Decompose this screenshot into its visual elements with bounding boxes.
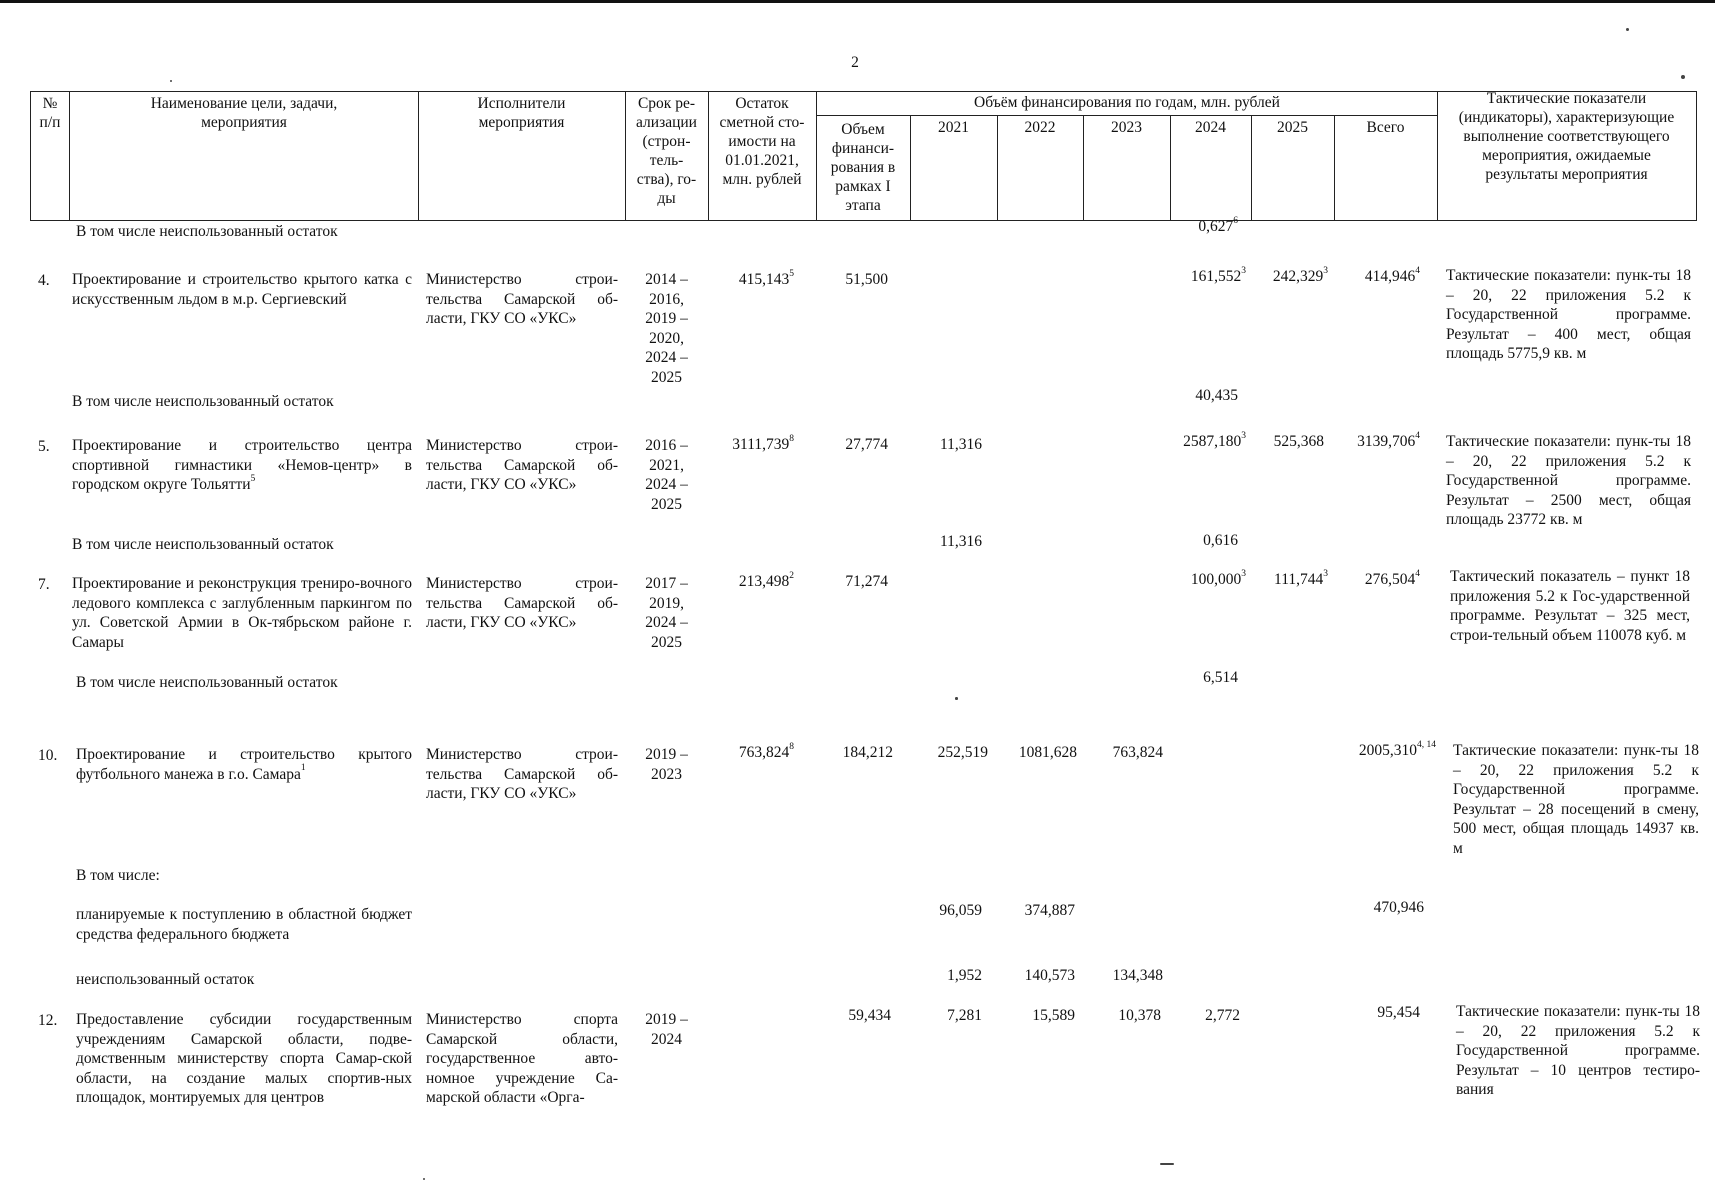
row-stage1: 27,774 [845,436,888,453]
row-2021: 252,519 [937,744,988,761]
row-unused-2024: 0,616 [1203,532,1238,549]
scan-speck [955,697,958,700]
row-federal-2021: 96,059 [939,902,982,919]
col-indicators-header: Тактические показатели (индикаторы), характеризующие выполнение соответствующего мероприятия, ожидаемые результаты мероприятия [1458,90,1675,183]
col-total-header: Всего [1366,119,1405,136]
row-2021: 11,316 [939,436,982,453]
page-number: 2 [851,54,859,71]
row-remainder: 3111,739$^8$ [732,433,794,453]
row-remainder: 415,143$^5$ [738,268,794,288]
row-2024: 100,000$^3$ [1190,568,1246,588]
row-number: 7. [38,576,50,593]
col-remainder-header: Остаток сметной сто- имости на 01.01.2021, млн. рублей [719,95,805,188]
row-federal-label: планируемые к поступлению в областной бюджет средства федерального бюджета [76,906,412,943]
row-name: Проектирование и строительство крытого футбольного манежа в г.о. Самара$^1$ [76,746,412,783]
row-2025: 111,744$^3$ [1274,568,1328,588]
row-unused-2024: 0,627$^6$ [1198,215,1238,235]
row-unused-2023: 134,348 [1112,967,1163,984]
row-total: 414,946$^4$ [1364,265,1420,285]
row-term: 2019 – 2024 [645,1011,688,1048]
scan-speck [1626,28,1629,31]
col-executors-header: Исполнители мероприятия [477,95,566,131]
row-name: Проектирование и строительство крытого катка с искусственным льдом в м.р. Сергиевский [72,271,412,308]
row-total: 2005,310$^{4, 14}$ [1358,739,1436,759]
row-unused-2024: 6,514 [1203,669,1238,686]
col-2025-header: 2025 [1277,119,1308,136]
row-2023: 10,378 [1118,1007,1161,1024]
row-2024: 2587,180$^3$ [1183,430,1246,450]
row-unused-label: В том числе неиспользованный остаток [72,393,334,410]
row-indicators: Тактический показатель – пункт 18 приложения 5.2 к Гос-ударственной программе. Результат – 325 мест, строи-тельный объем 110078 куб. м [1450,568,1690,644]
col-stage1-header: Объем финанси- рования в рамках I этапа [830,121,896,214]
row-remainder: 213,498$^2$ [738,570,794,590]
col-term-header: Срок ре- ализации (строн- тель- ства), го- ды [636,95,697,207]
scan-speck [1160,1163,1174,1165]
row-number: 5. [38,438,50,455]
row-indicators: Тактические показатели: пунк-ты 18 – 20, 22 приложения 5.2 к Государственной программе. Результат – 28 посещений в смену, 500 мест, общая площадь 14937 кв. м [1453,742,1699,857]
row-total: 3139,706$^4$ [1357,430,1420,450]
row-unused-label: В том числе неиспользованный остаток [72,536,334,553]
row-unused-label: В том числе неиспользованный остаток [76,223,338,240]
row-executors: Министерство строи-тельства Самарской об-ласти, ГКУ СО «УКС» [426,575,618,631]
row-2024: 161,552$^3$ [1190,265,1246,285]
row-indicators: Тактические показатели: пунк-ты 18 – 20, 22 приложения 5.2 к Государственной программе. Результат – 2500 мест, общая площадь 23772 кв. м [1446,433,1691,528]
row-stage1: 71,274 [845,573,888,590]
row-number: 4. [38,272,50,289]
col-number-header: № п/п [39,95,61,131]
scan-speck [170,80,172,82]
row-executors: Министерство строи-тельства Самарской об-ласти, ГКУ СО «УКС» [426,746,618,802]
row-unused-label: неиспользованный остаток [76,971,255,988]
row-unused-2021: 1,952 [947,967,982,984]
row-number: 10. [38,747,58,764]
row-term: 2014 – 2016, 2019 – 2020, 2024 – 2025 [645,271,688,386]
col-2022-header: 2022 [1024,119,1056,136]
row-2025: 525,368 [1273,433,1324,450]
row-unused-2021: 11,316 [939,533,982,550]
row-total: 95,454 [1377,1004,1420,1021]
row-2023: 763,824 [1112,744,1163,761]
scan-speck [423,1178,425,1180]
row-term: 2017 – 2019, 2024 – 2025 [645,575,688,651]
funding-group-header: Объём финансирования по годам, млн. рублей [974,94,1280,111]
row-total: 276,504$^4$ [1364,568,1420,588]
row-unused-2022: 140,573 [1024,967,1075,984]
row-number: 12. [38,1012,58,1029]
row-2022: 1081,628 [1018,744,1077,761]
row-remainder: 763,824$^8$ [738,741,794,761]
row-2021: 7,281 [947,1007,982,1024]
row-name: Предоставление субсидии государственным учреждениям Самарской области, подве-домственным министерству спорта Самар-ской области, на создание малых спортив-ных площадок, монтируемых для центров [76,1011,412,1106]
row-2024: 2,772 [1205,1007,1240,1024]
col-name-header: Наименование цели, задачи, мероприятия [150,95,338,131]
row-stage1: 59,434 [848,1007,891,1024]
scan-edge [0,0,1715,3]
col-2023-header: 2023 [1111,119,1142,136]
row-executors: Министерство строи-тельства Самарской об-ласти, ГКУ СО «УКС» [426,437,618,493]
col-2024-header: 2024 [1195,119,1226,136]
row-executors: Министерство спорта Самарской области, государственное авто-номное учреждение Са-марской области «Орга- [426,1011,618,1106]
row-executors: Министерство строи-тельства Самарской об-ласти, ГКУ СО «УКС» [426,271,618,327]
row-stage1: 184,212 [842,744,893,761]
row-term: 2019 – 2023 [645,746,688,783]
row-name: Проектирование и реконструкция трениро-вочного ледового комплекса с заглубленным паркингом по ул. Советской Армии в Ок-тябрьском районе г. Самары [72,575,412,651]
row-federal-2022: 374,887 [1024,902,1075,919]
row-term: 2016 – 2021, 2024 – 2025 [645,437,688,513]
row-indicators: Тактические показатели: пунк-ты 18 – 20, 22 приложения 5.2 к Государственной программе. Результат – 400 мест, общая площадь 5775,9 кв. м [1446,267,1691,362]
row-2022: 15,589 [1032,1007,1075,1024]
row-2025: 242,329$^3$ [1272,265,1328,285]
col-2021-header: 2021 [938,119,969,136]
row-unused-label: В том числе неиспользованный остаток [76,674,338,691]
row-name: Проектирование и строительство центра спортивной гимнастики «Немов-центр» в городском округе Тольятти$^5$ [72,437,412,493]
row-stage1: 51,500 [845,271,888,288]
row-federal-total: 470,946 [1373,899,1424,916]
row-including-label: В том числе: [76,867,160,884]
row-indicators: Тактические показатели: пунк-ты 18 – 20, 22 приложения 5.2 к Государственной программе. Результат – 10 центров тестиро-вания [1456,1003,1700,1098]
row-unused-2024: 40,435 [1195,387,1238,404]
scan-speck [1681,75,1685,79]
